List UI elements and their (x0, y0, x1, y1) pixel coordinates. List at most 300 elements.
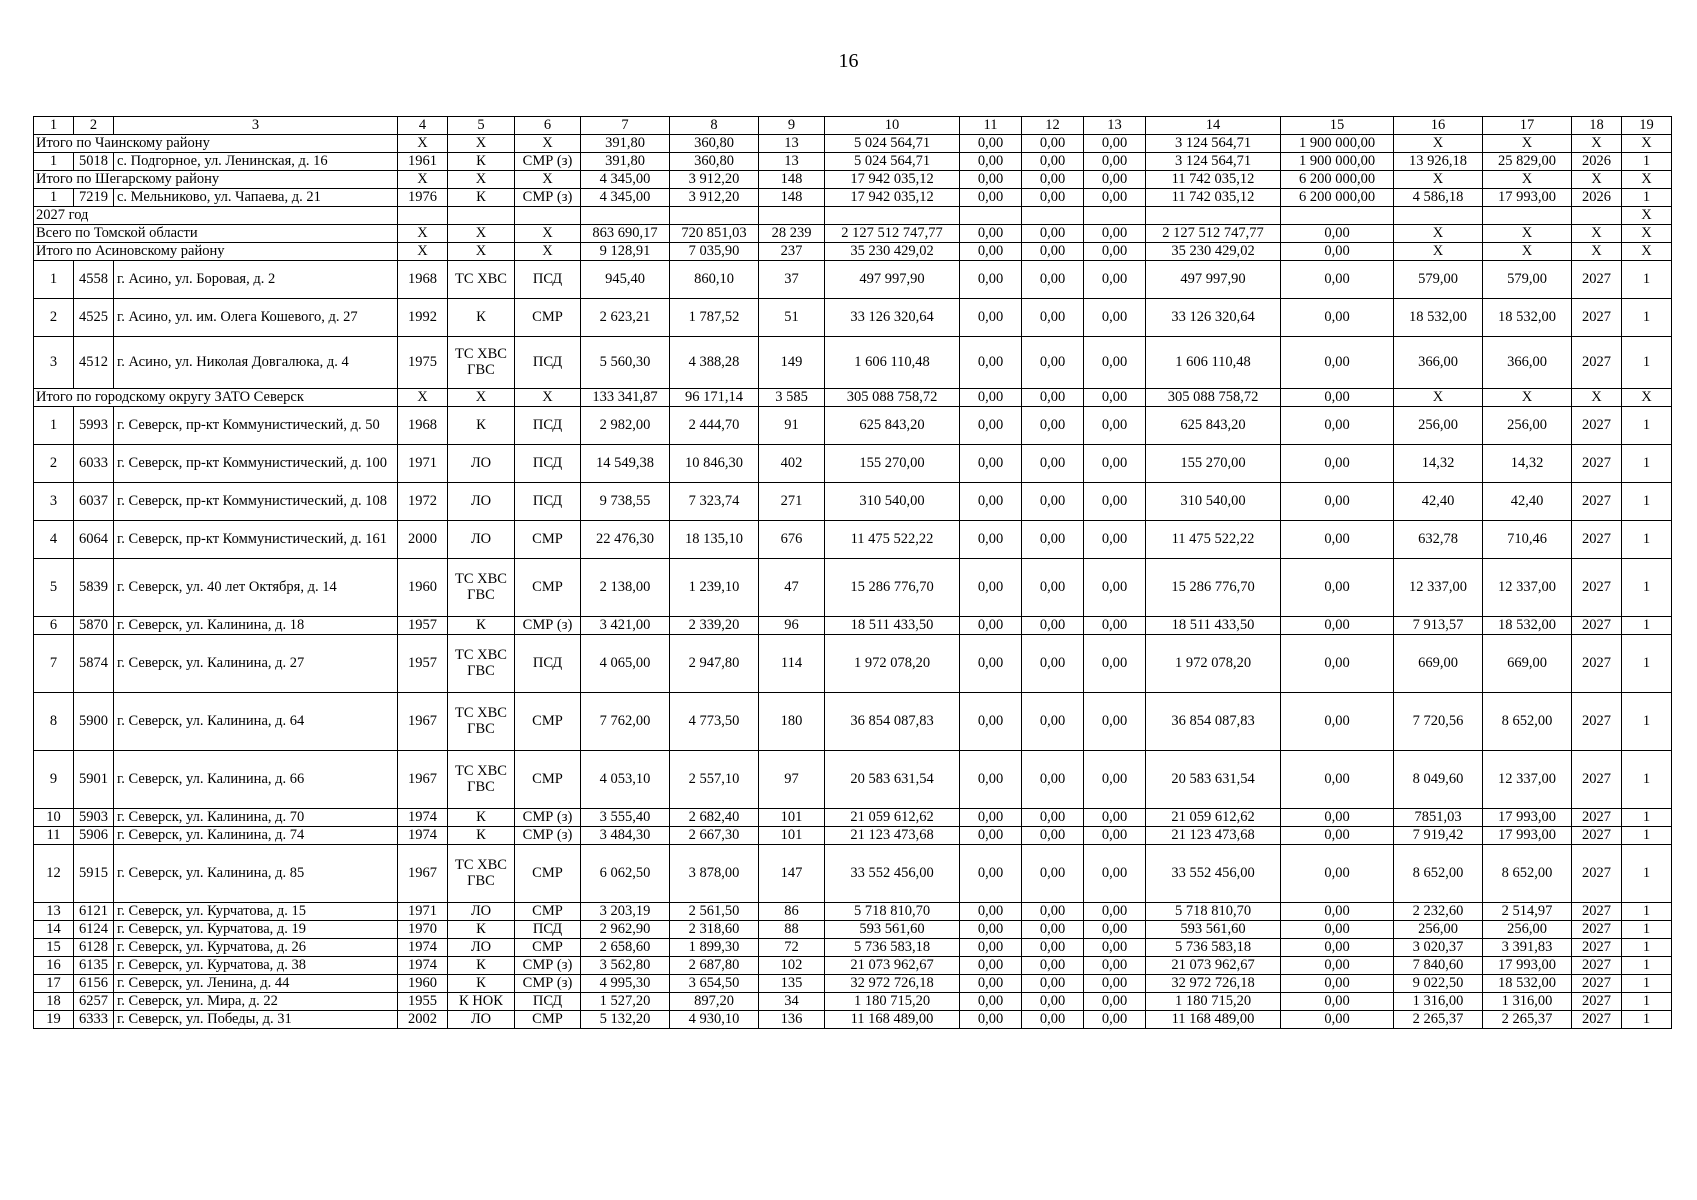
cell-col-16: 4 586,18 (1394, 189, 1483, 207)
cell-col-14: 625 843,20 (1146, 407, 1281, 445)
cell-col-1: 9 (34, 751, 74, 809)
cell-col-10: 35 230 429,02 (825, 243, 960, 261)
cell-col-16: 18 532,00 (1394, 299, 1483, 337)
year-row (34, 207, 1672, 225)
cell-col-8: 360,80 (670, 153, 759, 171)
cell-col-13: 0,00 (1084, 809, 1146, 827)
cell-col-18: X (1572, 389, 1622, 407)
row-label: Итого по Асиновскому району (34, 243, 398, 261)
table-row (34, 903, 1672, 921)
cell-col-7: 2 982,00 (581, 407, 670, 445)
row-label: Итого по Чаинскому району (34, 135, 398, 153)
cell-col-1: 13 (34, 903, 74, 921)
column-number: 4 (398, 117, 448, 135)
cell-col-7: 391,80 (581, 153, 670, 171)
table-row (34, 445, 1672, 483)
cell-col-7: 4 053,10 (581, 751, 670, 809)
cell-col-16: X (1394, 225, 1483, 243)
cell-col-9: 135 (759, 975, 825, 993)
cell-col-6: ПСД (515, 993, 581, 1011)
summary-row (34, 135, 1672, 153)
table-row (34, 337, 1672, 389)
cell-col-7: 863 690,17 (581, 225, 670, 243)
cell-col-9: 237 (759, 243, 825, 261)
cell-col-10: 32 972 726,18 (825, 975, 960, 993)
cell-col-7: 2 658,60 (581, 939, 670, 957)
cell-col-3: г. Северск, ул. Курчатова, д. 19 (114, 921, 398, 939)
table-row (34, 153, 1672, 171)
cell-col-19: X (1622, 225, 1672, 243)
column-number: 19 (1622, 117, 1672, 135)
cell-col-6: СМР (з) (515, 957, 581, 975)
cell-col-2: 5900 (74, 693, 114, 751)
cell-col-5: ТС ХВС ГВС (448, 559, 515, 617)
cell-col-12: 0,00 (1022, 337, 1084, 389)
cell-col-17: 710,46 (1483, 521, 1572, 559)
page-number: 16 (838, 50, 859, 72)
cell-col-14: 5 736 583,18 (1146, 939, 1281, 957)
cell-col-12: 0,00 (1022, 521, 1084, 559)
cell-col-13: 0,00 (1084, 845, 1146, 903)
cell-col-8: 1 787,52 (670, 299, 759, 337)
cell-col-7 (581, 207, 670, 225)
cell-col-9: 96 (759, 617, 825, 635)
cell-col-14: 21 123 473,68 (1146, 827, 1281, 845)
cell-col-4: 2000 (398, 521, 448, 559)
cell-col-4: 1967 (398, 751, 448, 809)
cell-col-4: 1957 (398, 635, 448, 693)
cell-col-12: 0,00 (1022, 445, 1084, 483)
cell-col-10: 305 088 758,72 (825, 389, 960, 407)
cell-col-18: 2027 (1572, 261, 1622, 299)
cell-col-18: 2027 (1572, 407, 1622, 445)
cell-col-8: 2 561,50 (670, 903, 759, 921)
cell-col-8: 3 912,20 (670, 189, 759, 207)
cell-col-18: X (1572, 243, 1622, 261)
cell-col-12: 0,00 (1022, 845, 1084, 903)
column-number: 16 (1394, 117, 1483, 135)
cell-col-15: 0,00 (1281, 483, 1394, 521)
cell-col-15: 6 200 000,00 (1281, 171, 1394, 189)
cell-col-9: 402 (759, 445, 825, 483)
cell-col-9: 88 (759, 921, 825, 939)
cell-col-18: 2027 (1572, 975, 1622, 993)
cell-col-19: 1 (1622, 1011, 1672, 1029)
cell-col-8: 4 773,50 (670, 693, 759, 751)
cell-col-4: 1957 (398, 617, 448, 635)
cell-col-2: 5906 (74, 827, 114, 845)
cell-col-11: 0,00 (960, 261, 1022, 299)
column-number: 11 (960, 117, 1022, 135)
cell-col-13: 0,00 (1084, 1011, 1146, 1029)
cell-col-17: X (1483, 225, 1572, 243)
cell-col-16: 366,00 (1394, 337, 1483, 389)
cell-col-16: 7 913,57 (1394, 617, 1483, 635)
cell-col-10: 1 606 110,48 (825, 337, 960, 389)
cell-col-11: 0,00 (960, 389, 1022, 407)
cell-col-5: К (448, 407, 515, 445)
cell-col-19: 1 (1622, 975, 1672, 993)
cell-col-12: 0,00 (1022, 939, 1084, 957)
cell-col-6: СМР (515, 299, 581, 337)
cell-col-7: 4 065,00 (581, 635, 670, 693)
cell-col-19: 1 (1622, 921, 1672, 939)
cell-col-2: 7219 (74, 189, 114, 207)
cell-col-14: 5 718 810,70 (1146, 903, 1281, 921)
cell-col-19: 1 (1622, 903, 1672, 921)
cell-col-12: 0,00 (1022, 225, 1084, 243)
cell-col-4: 1992 (398, 299, 448, 337)
cell-col-3: г. Северск, пр-кт Коммунистический, д. 100 (114, 445, 398, 483)
cell-col-4: 1968 (398, 261, 448, 299)
cell-col-8: 2 318,60 (670, 921, 759, 939)
cell-col-19: 1 (1622, 993, 1672, 1011)
summary-row (34, 171, 1672, 189)
cell-col-10: 21 073 962,67 (825, 957, 960, 975)
cell-col-4: 1974 (398, 809, 448, 827)
cell-col-5: X (448, 243, 515, 261)
cell-col-6: X (515, 243, 581, 261)
cell-col-1: 18 (34, 993, 74, 1011)
cell-col-10: 5 718 810,70 (825, 903, 960, 921)
cell-col-18: 2027 (1572, 635, 1622, 693)
cell-col-2: 6033 (74, 445, 114, 483)
cell-col-10: 1 972 078,20 (825, 635, 960, 693)
cell-col-12 (1022, 207, 1084, 225)
column-number: 1 (34, 117, 74, 135)
cell-col-9: 51 (759, 299, 825, 337)
cell-col-11: 0,00 (960, 845, 1022, 903)
cell-col-17: 25 829,00 (1483, 153, 1572, 171)
cell-col-4: 1961 (398, 153, 448, 171)
cell-col-8: 7 323,74 (670, 483, 759, 521)
cell-col-10: 1 180 715,20 (825, 993, 960, 1011)
cell-col-6: СМР (515, 693, 581, 751)
cell-col-17: 12 337,00 (1483, 751, 1572, 809)
cell-col-16: 256,00 (1394, 921, 1483, 939)
cell-col-15: 0,00 (1281, 243, 1394, 261)
cell-col-7: 3 203,19 (581, 903, 670, 921)
column-number: 15 (1281, 117, 1394, 135)
cell-col-17: 256,00 (1483, 921, 1572, 939)
cell-col-13: 0,00 (1084, 171, 1146, 189)
cell-col-12: 0,00 (1022, 635, 1084, 693)
cell-col-9: 147 (759, 845, 825, 903)
cell-col-15: 0,00 (1281, 635, 1394, 693)
cell-col-6: СМР (515, 903, 581, 921)
cell-col-16: 8 652,00 (1394, 845, 1483, 903)
cell-col-7: 5 560,30 (581, 337, 670, 389)
cell-col-5: X (448, 225, 515, 243)
cell-col-11: 0,00 (960, 243, 1022, 261)
cell-col-19: X (1622, 135, 1672, 153)
cell-col-1: 1 (34, 407, 74, 445)
cell-col-3: г. Северск, ул. Калинина, д. 66 (114, 751, 398, 809)
cell-col-14: 33 126 320,64 (1146, 299, 1281, 337)
cell-col-12: 0,00 (1022, 189, 1084, 207)
cell-col-6: ПСД (515, 261, 581, 299)
cell-col-19: X (1622, 389, 1672, 407)
cell-col-1: 16 (34, 957, 74, 975)
cell-col-5: ЛО (448, 445, 515, 483)
cell-col-2: 5018 (74, 153, 114, 171)
cell-col-13: 0,00 (1084, 299, 1146, 337)
cell-col-2: 5993 (74, 407, 114, 445)
cell-col-8: 897,20 (670, 993, 759, 1011)
cell-col-9: 148 (759, 171, 825, 189)
cell-col-16: 7 840,60 (1394, 957, 1483, 975)
cell-col-17: 12 337,00 (1483, 559, 1572, 617)
cell-col-9: 101 (759, 827, 825, 845)
cell-col-6: СМР (515, 751, 581, 809)
cell-col-13: 0,00 (1084, 939, 1146, 957)
cell-col-15: 0,00 (1281, 521, 1394, 559)
cell-col-19: X (1622, 243, 1672, 261)
cell-col-10: 36 854 087,83 (825, 693, 960, 751)
cell-col-9: 91 (759, 407, 825, 445)
cell-col-8: 3 654,50 (670, 975, 759, 993)
cell-col-1: 1 (34, 189, 74, 207)
cell-col-9: 149 (759, 337, 825, 389)
cell-col-19: 1 (1622, 153, 1672, 171)
cell-col-1: 8 (34, 693, 74, 751)
cell-col-15: 0,00 (1281, 903, 1394, 921)
cell-col-7: 4 995,30 (581, 975, 670, 993)
cell-col-18: 2027 (1572, 337, 1622, 389)
cell-col-2: 5901 (74, 751, 114, 809)
cell-col-16: 42,40 (1394, 483, 1483, 521)
cell-col-16: 7851,03 (1394, 809, 1483, 827)
cell-col-9: 86 (759, 903, 825, 921)
cell-col-2: 5870 (74, 617, 114, 635)
cell-col-16: X (1394, 171, 1483, 189)
cell-col-10: 18 511 433,50 (825, 617, 960, 635)
cell-col-2: 5915 (74, 845, 114, 903)
cell-col-7: 7 762,00 (581, 693, 670, 751)
cell-col-16: 13 926,18 (1394, 153, 1483, 171)
cell-col-14: 11 475 522,22 (1146, 521, 1281, 559)
cell-col-6: СМР (515, 1011, 581, 1029)
cell-col-16: 256,00 (1394, 407, 1483, 445)
cell-col-11: 0,00 (960, 559, 1022, 617)
cell-col-12: 0,00 (1022, 135, 1084, 153)
cell-col-4: X (398, 243, 448, 261)
column-number: 8 (670, 117, 759, 135)
cell-col-11: 0,00 (960, 957, 1022, 975)
cell-col-18: 2027 (1572, 1011, 1622, 1029)
cell-col-5: К (448, 957, 515, 975)
cell-col-12: 0,00 (1022, 827, 1084, 845)
cell-col-3: г. Северск, ул. Победы, д. 31 (114, 1011, 398, 1029)
cell-col-5 (448, 207, 515, 225)
cell-col-13: 0,00 (1084, 407, 1146, 445)
cell-col-14: 21 073 962,67 (1146, 957, 1281, 975)
column-number: 3 (114, 117, 398, 135)
cell-col-14: 35 230 429,02 (1146, 243, 1281, 261)
cell-col-15: 0,00 (1281, 559, 1394, 617)
cell-col-9: 72 (759, 939, 825, 957)
cell-col-17: 3 391,83 (1483, 939, 1572, 957)
cell-col-13: 0,00 (1084, 225, 1146, 243)
cell-col-7: 391,80 (581, 135, 670, 153)
cell-col-4: 1967 (398, 693, 448, 751)
cell-col-18: 2027 (1572, 993, 1622, 1011)
cell-col-10: 17 942 035,12 (825, 189, 960, 207)
cell-col-18: 2026 (1572, 189, 1622, 207)
column-number: 9 (759, 117, 825, 135)
cell-col-15: 6 200 000,00 (1281, 189, 1394, 207)
cell-col-6: СМР (з) (515, 975, 581, 993)
cell-col-11: 0,00 (960, 225, 1022, 243)
cell-col-11: 0,00 (960, 809, 1022, 827)
cell-col-14: 1 972 078,20 (1146, 635, 1281, 693)
cell-col-6: ПСД (515, 407, 581, 445)
cell-col-15: 0,00 (1281, 975, 1394, 993)
cell-col-18: 2027 (1572, 751, 1622, 809)
cell-col-14: 32 972 726,18 (1146, 975, 1281, 993)
cell-col-5: К (448, 189, 515, 207)
table-row (34, 939, 1672, 957)
cell-col-5: ЛО (448, 1011, 515, 1029)
table-row (34, 407, 1672, 445)
cell-col-15: 0,00 (1281, 845, 1394, 903)
cell-col-14: 18 511 433,50 (1146, 617, 1281, 635)
cell-col-15: 0,00 (1281, 993, 1394, 1011)
cell-col-8: 1 899,30 (670, 939, 759, 957)
cell-col-4: X (398, 389, 448, 407)
cell-col-6: ПСД (515, 921, 581, 939)
cell-col-1: 3 (34, 483, 74, 521)
cell-col-17: 366,00 (1483, 337, 1572, 389)
cell-col-1: 12 (34, 845, 74, 903)
cell-col-6: СМР (з) (515, 153, 581, 171)
cell-col-16: 3 020,37 (1394, 939, 1483, 957)
row-label: Итого по Шегарскому району (34, 171, 398, 189)
cell-col-8: 2 339,20 (670, 617, 759, 635)
register-table (33, 116, 1672, 1029)
cell-col-5: К (448, 975, 515, 993)
cell-col-4: 1960 (398, 975, 448, 993)
cell-col-6: ПСД (515, 635, 581, 693)
row-label: Всего по Томской области (34, 225, 398, 243)
cell-col-18: 2027 (1572, 921, 1622, 939)
cell-col-7: 1 527,20 (581, 993, 670, 1011)
cell-col-6: X (515, 389, 581, 407)
cell-col-4: 1968 (398, 407, 448, 445)
cell-col-19: 1 (1622, 827, 1672, 845)
cell-col-15: 1 900 000,00 (1281, 153, 1394, 171)
cell-col-18: 2027 (1572, 521, 1622, 559)
cell-col-4 (398, 207, 448, 225)
cell-col-11: 0,00 (960, 617, 1022, 635)
cell-col-12: 0,00 (1022, 407, 1084, 445)
cell-col-13: 0,00 (1084, 521, 1146, 559)
table-row (34, 993, 1672, 1011)
cell-col-9: 3 585 (759, 389, 825, 407)
cell-col-11: 0,00 (960, 337, 1022, 389)
cell-col-4: 1972 (398, 483, 448, 521)
cell-col-5: X (448, 171, 515, 189)
cell-col-13: 0,00 (1084, 243, 1146, 261)
cell-col-16: 632,78 (1394, 521, 1483, 559)
cell-col-7: 9 128,91 (581, 243, 670, 261)
cell-col-17: 17 993,00 (1483, 957, 1572, 975)
cell-col-17: 42,40 (1483, 483, 1572, 521)
cell-col-7: 22 476,30 (581, 521, 670, 559)
cell-col-5: ЛО (448, 521, 515, 559)
cell-col-13: 0,00 (1084, 693, 1146, 751)
cell-col-9: 37 (759, 261, 825, 299)
cell-col-17: 1 316,00 (1483, 993, 1572, 1011)
column-number: 13 (1084, 117, 1146, 135)
cell-col-15: 0,00 (1281, 809, 1394, 827)
cell-col-3: г. Северск, ул. Курчатова, д. 26 (114, 939, 398, 957)
cell-col-9: 676 (759, 521, 825, 559)
cell-col-17: 2 514,97 (1483, 903, 1572, 921)
cell-col-13: 0,00 (1084, 957, 1146, 975)
cell-col-6: СМР (з) (515, 809, 581, 827)
table-row (34, 617, 1672, 635)
cell-col-2: 6257 (74, 993, 114, 1011)
cell-col-15: 0,00 (1281, 445, 1394, 483)
cell-col-4: X (398, 225, 448, 243)
cell-col-9: 136 (759, 1011, 825, 1029)
cell-col-8: 2 682,40 (670, 809, 759, 827)
table-row (34, 1011, 1672, 1029)
cell-col-5: ТС ХВС ГВС (448, 693, 515, 751)
cell-col-19: 1 (1622, 407, 1672, 445)
cell-col-12: 0,00 (1022, 299, 1084, 337)
cell-col-15: 0,00 (1281, 957, 1394, 975)
cell-col-8: 2 444,70 (670, 407, 759, 445)
cell-col-1: 17 (34, 975, 74, 993)
cell-col-19: 1 (1622, 445, 1672, 483)
cell-col-7: 133 341,87 (581, 389, 670, 407)
cell-col-6: ПСД (515, 337, 581, 389)
cell-col-15: 0,00 (1281, 225, 1394, 243)
cell-col-2: 6037 (74, 483, 114, 521)
cell-col-18: 2027 (1572, 445, 1622, 483)
cell-col-6: ПСД (515, 483, 581, 521)
cell-col-19: 1 (1622, 693, 1672, 751)
cell-col-19: 1 (1622, 337, 1672, 389)
cell-col-9: 28 239 (759, 225, 825, 243)
cell-col-9: 13 (759, 135, 825, 153)
cell-col-3: г. Северск, ул. Курчатова, д. 38 (114, 957, 398, 975)
cell-col-2: 6128 (74, 939, 114, 957)
cell-col-18: 2027 (1572, 939, 1622, 957)
cell-col-10: 11 475 522,22 (825, 521, 960, 559)
cell-col-16: 1 316,00 (1394, 993, 1483, 1011)
cell-col-11: 0,00 (960, 635, 1022, 693)
cell-col-15: 0,00 (1281, 407, 1394, 445)
cell-col-3: г. Северск, пр-кт Коммунистический, д. 161 (114, 521, 398, 559)
cell-col-14: 2 127 512 747,77 (1146, 225, 1281, 243)
cell-col-16: X (1394, 243, 1483, 261)
cell-col-11: 0,00 (960, 921, 1022, 939)
cell-col-14: 305 088 758,72 (1146, 389, 1281, 407)
cell-col-8: 2 687,80 (670, 957, 759, 975)
cell-col-19: 1 (1622, 957, 1672, 975)
cell-col-12: 0,00 (1022, 153, 1084, 171)
cell-col-3: г. Асино, ул. Николая Довгалюка, д. 4 (114, 337, 398, 389)
cell-col-10: 625 843,20 (825, 407, 960, 445)
cell-col-15: 0,00 (1281, 337, 1394, 389)
cell-col-17: X (1483, 135, 1572, 153)
cell-col-7: 14 549,38 (581, 445, 670, 483)
cell-col-17: 17 993,00 (1483, 827, 1572, 845)
cell-col-8: 1 239,10 (670, 559, 759, 617)
